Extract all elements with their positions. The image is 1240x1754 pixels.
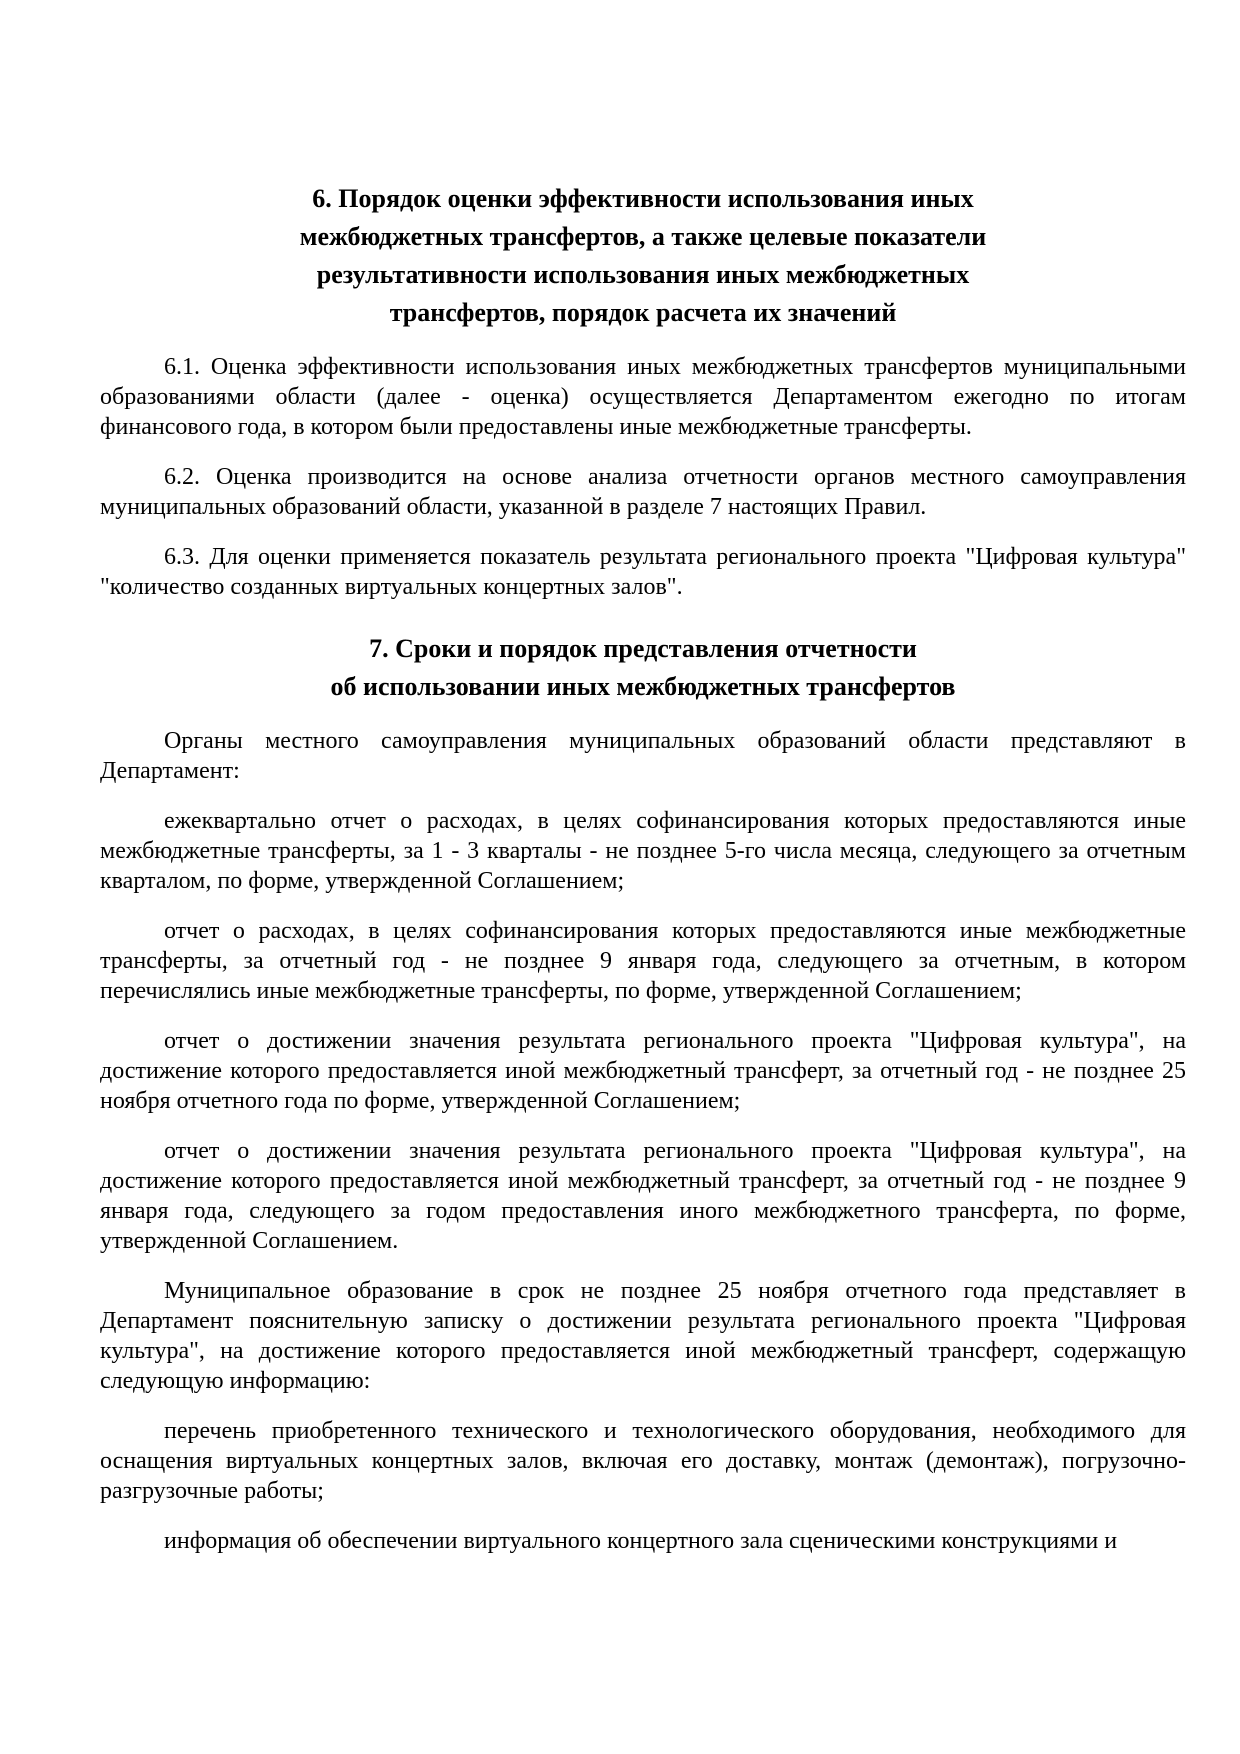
section-6-heading-line-1: 6. Порядок оценки эффективности использования иных [312,184,974,213]
paragraph-7-intro: Органы местного самоуправления муниципальных образований области представляют в Департамент: [100,728,1186,784]
paragraph-7-equipment-list: перечень приобретенного технического и технологического оборудования, необходимого для оснащения виртуальных концертных залов, включая его доставку, монтаж (демонтаж), погрузочно-разгрузочные работы; [100,1418,1186,1504]
section-6-heading-line-2: межбюджетных трансфертов, а также целевые показатели [299,222,987,251]
paragraph-7-explanatory-note: Муниципальное образование в срок не позднее 25 ноября отчетного года представляет в Департамент пояснительную записку о достижении результата регионального проекта "Цифровая культура", на достижение которого предоставляется иной межбюджетный трансферт, содержащую следующую информацию: [100,1278,1186,1394]
paragraph-7-stage-structures-info: информация об обеспечении виртуального концертного зала сценическими конструкциями и [164,1528,1118,1554]
section-7-heading-line-1: 7. Сроки и порядок представления отчетности [369,634,917,663]
paragraph-7-annual-expense-report: отчет о расходах, в целях софинансирования которых предоставляются иные межбюджетные трансферты, за отчетный год - не позднее 9 января года, следующего за отчетным, в котором перечислялись иные межбюджетные трансферты, по форме, утвержденной Соглашением; [100,918,1186,1004]
paragraph-7-result-report-november: отчет о достижении значения результата регионального проекта "Цифровая культура", на достижение которого предоставляется иной межбюджетный трансферт, за отчетный год - не позднее 25 ноября отчетного года по форме, утвержденной Соглашением; [100,1028,1186,1114]
section-6-heading [100,180,1186,332]
paragraph-6-2: 6.2. Оценка производится на основе анализа отчетности органов местного самоуправления муниципальных образований области, указанной в разделе 7 настоящих Правил. [100,464,1186,520]
section-7-heading [100,630,1186,706]
section-7-heading-line-2: об использовании иных межбюджетных трансфертов [330,672,956,701]
paragraph-7-result-report-january: отчет о достижении значения результата регионального проекта "Цифровая культура", на достижение которого предоставляется иной межбюджетный трансферт, за отчетный год - не позднее 9 января года, следующего за годом предоставления иного межбюджетного трансферта, по форме, утвержденной Соглашением. [100,1138,1186,1254]
paragraph-7-quarterly-report: ежеквартально отчет о расходах, в целях софинансирования которых предоставляются иные межбюджетные трансферты, за 1 - 3 кварталы - не позднее 5-го числа месяца, следующего за отчетным кварталом, по форме, утвержденной Соглашением; [100,808,1186,894]
paragraph-6-3: 6.3. Для оценки применяется показатель результата регионального проекта "Цифровая культура" "количество созданных виртуальных концертных залов". [100,544,1186,600]
section-6-heading-line-4: трансфертов, порядок расчета их значений [389,298,897,327]
paragraph-6-1: 6.1. Оценка эффективности использования иных межбюджетных трансфертов муниципальными образованиями области (далее - оценка) осуществляется Департаментом ежегодно по итогам финансового года, в котором были предоставлены иные межбюджетные трансферты. [100,354,1186,440]
section-6-heading-line-3: результативности использования иных межбюджетных [316,260,970,289]
